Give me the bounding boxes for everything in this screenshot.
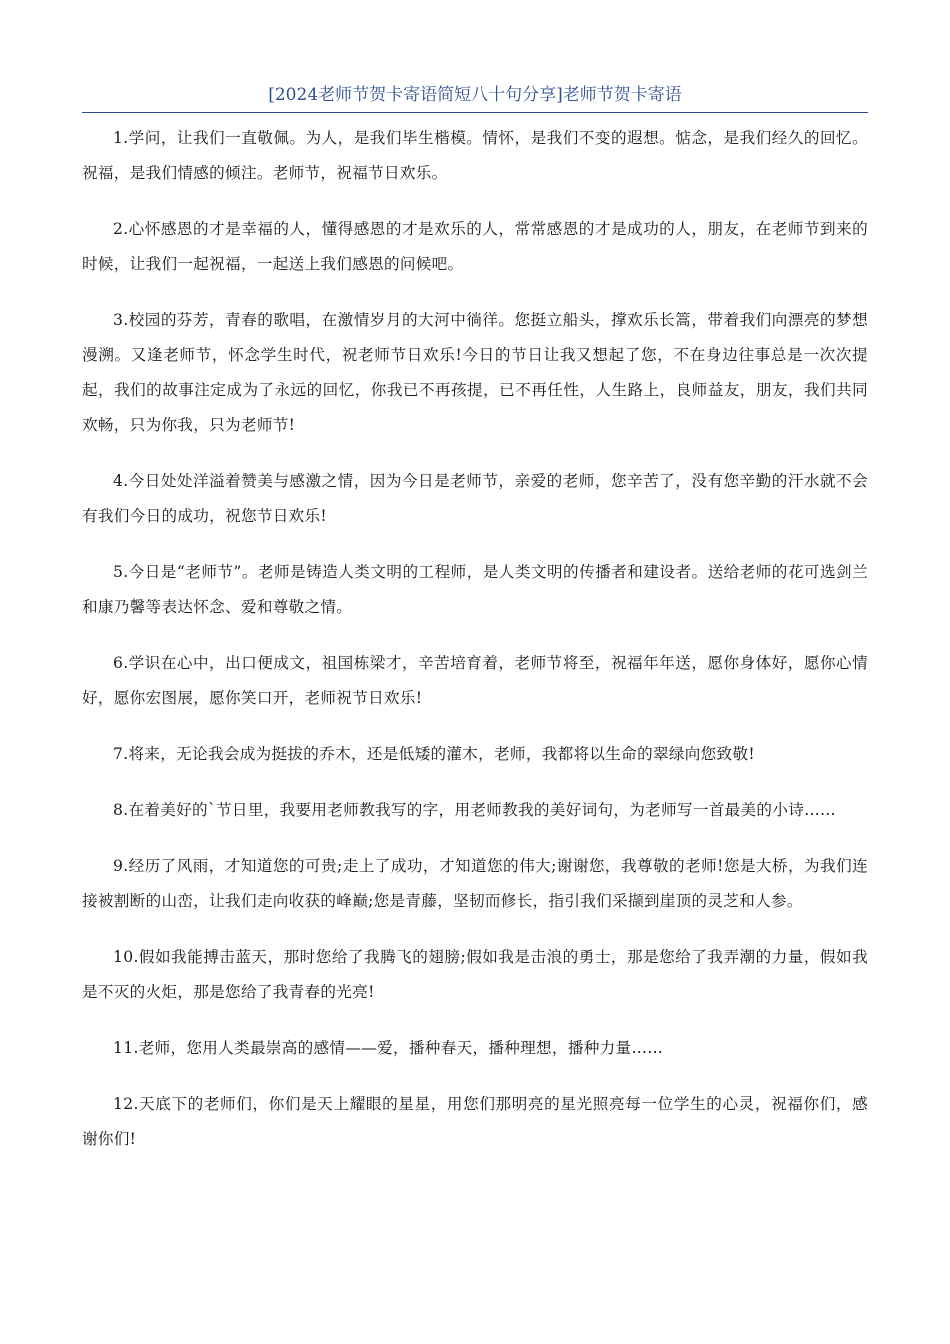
paragraph-11: 11.老师，您用人类最崇高的感情——爱，播种春天，播种理想，播种力量……	[113, 1039, 664, 1057]
page-title: [2024老师节贺卡寄语简短八十句分享]老师节贺卡寄语	[268, 85, 682, 105]
paragraph-1: 1.学问，让我们一直敬佩。为人，是我们毕生楷模。情怀，是我们不变的遐想。惦念，是我们经久的回忆。祝福，是我们情感的倾注。老师节，祝福节日欢乐。	[82, 129, 868, 182]
page-header	[82, 82, 868, 113]
paragraph-9: 9.经历了风雨，才知道您的可贵;走上了成功，才知道您的伟大;谢谢您，我尊敬的老师!您是大桥，为我们连接被割断的山峦，让我们走向收获的峰巅;您是青藤，坚韧而修长，指引我们采撷到崖顶的灵芝和人参。	[82, 857, 868, 910]
paragraph-2: 2.心怀感恩的才是幸福的人，懂得感恩的才是欢乐的人，常常感恩的才是成功的人，朋友，在老师节到来的时候，让我们一起祝福，一起送上我们感恩的问候吧。	[82, 220, 868, 273]
paragraph-7: 7.将来，无论我会成为挺拔的乔木，还是低矮的灌木，老师，我都将以生命的翠绿向您致敬!	[113, 745, 755, 763]
paragraph-12: 12.天底下的老师们，你们是天上耀眼的星星，用您们那明亮的星光照亮每一位学生的心灵，祝福你们，感谢你们!	[82, 1095, 868, 1148]
paragraph-5: 5.今日是“老师节”。老师是铸造人类文明的工程师，是人类文明的传播者和建设者。送给老师的花可选剑兰和康乃馨等表达怀念、爱和尊敬之情。	[82, 563, 868, 616]
paragraph-6: 6.学识在心中，出口便成文，祖国栋梁才，辛苦培育着，老师节将至，祝福年年送，愿你身体好，愿你心情好，愿你宏图展，愿你笑口开，老师祝节日欢乐!	[82, 654, 868, 707]
paragraph-3: 3.校园的芬芳，青春的歌唱，在激情岁月的大河中徜徉。您挺立船头，撑欢乐长篙，带着我们向漂亮的梦想漫溯。又逢老师节，怀念学生时代，祝老师节日欢乐!今日的节日让我又想起了您，不在身边往事总是一次次提起，我们的故事注定成为了永远的回忆，你我已不再孩提，已不再任性，人生路上，良师益友，朋友，我们共同欢畅，只为你我，只为老师节!	[82, 311, 868, 434]
paragraph-4: 4.今日处处洋溢着赞美与感激之情，因为今日是老师节，亲爱的老师，您辛苦了，没有您辛勤的汗水就不会有我们今日的成功，祝您节日欢乐!	[82, 472, 868, 525]
document-body	[82, 121, 868, 1178]
paragraph-10: 10.假如我能搏击蓝天，那时您给了我腾飞的翅膀;假如我是击浪的勇士，那是您给了我弄潮的力量，假如我是不灭的火炬，那是您给了我青春的光亮!	[82, 948, 868, 1001]
paragraph-8: 8.在着美好的`节日里，我要用老师教我写的字，用老师教我的美好词句，为老师写一首最美的小诗……	[113, 801, 836, 819]
